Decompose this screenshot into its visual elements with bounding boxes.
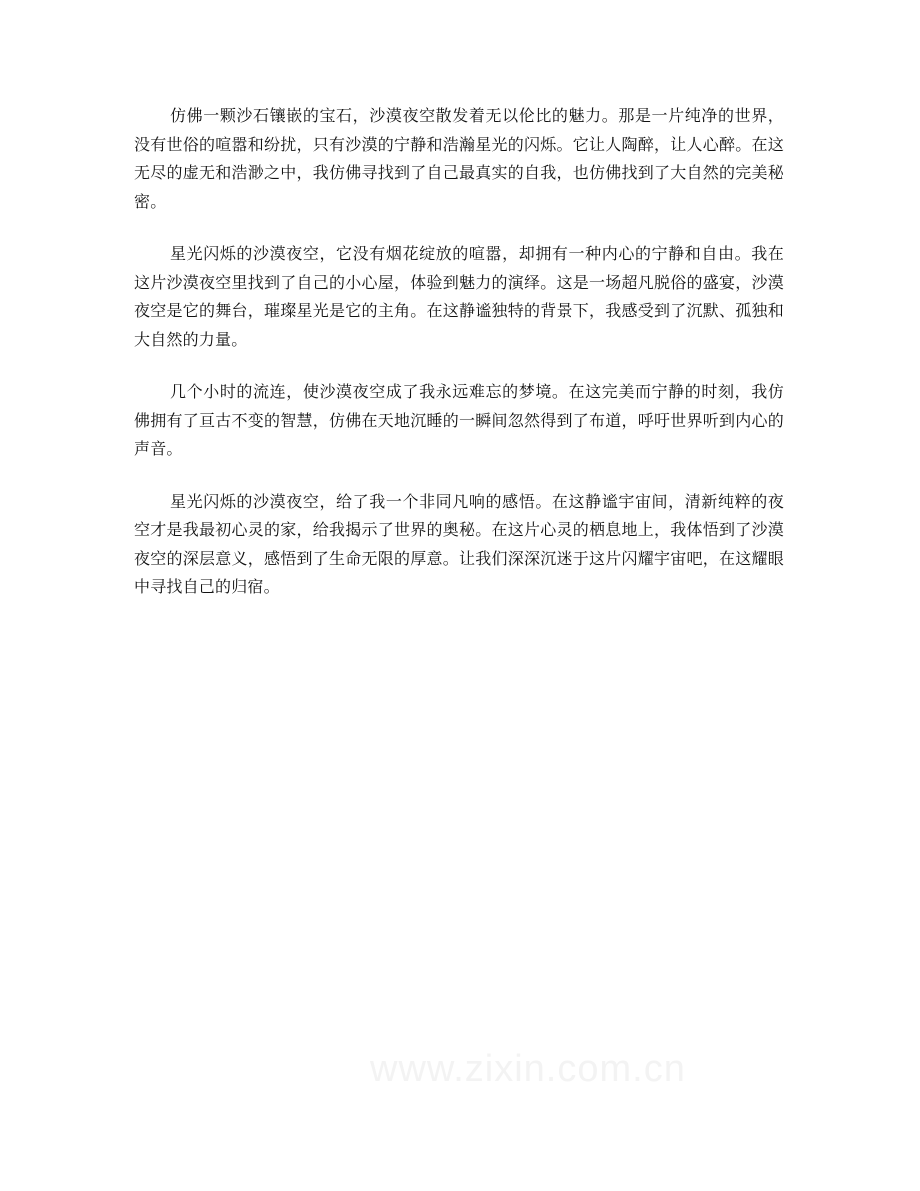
paragraph-4: 星光闪烁的沙漠夜空，给了我一个非同凡响的感悟。在这静谧宇宙间，清新纯粹的夜空才是我最初心灵的家，给我揭示了世界的奥秘。在这片心灵的栖息地上，我体悟到了沙漠夜空的深层意义，感悟到了生命无限的厚意。让我们深深沉迷于这片闪耀宇宙吧，在这耀眼中寻找自己的归宿。 [134,491,784,596]
paragraph-3: 几个小时的流连，使沙漠夜空成了我永远难忘的梦境。在这完美而宁静的时刻，我仿佛拥有了亘古不变的智慧，仿佛在天地沉睡的一瞬间忽然得到了布道，呼吁世界听到内心的声音。 [134,382,784,458]
watermark: www.zixin.com.cn [370,1048,686,1090]
paragraph-1: 仿佛一颗沙石镶嵌的宝石，沙漠夜空散发着无以伦比的魅力。那是一片纯净的世界，没有世俗的喧嚣和纷扰，只有沙漠的宁静和浩瀚星光的闪烁。它让人陶醉，让人心醉。在这无尽的虚无和浩渺之中，我仿佛寻找到了自己最真实的自我，也仿佛找到了大自然的完美秘密。 [134,106,784,211]
paragraph-2: 星光闪烁的沙漠夜空，它没有烟花绽放的喧嚣，却拥有一种内心的宁静和自由。我在这片沙漠夜空里找到了自己的小心屋，体验到魅力的演绎。这是一场超凡脱俗的盛宴，沙漠夜空是它的舞台，璀璨星光是它的主角。在这静谧独特的背景下，我感受到了沉默、孤独和大自然的力量。 [134,244,784,349]
document-body [134,102,784,626]
